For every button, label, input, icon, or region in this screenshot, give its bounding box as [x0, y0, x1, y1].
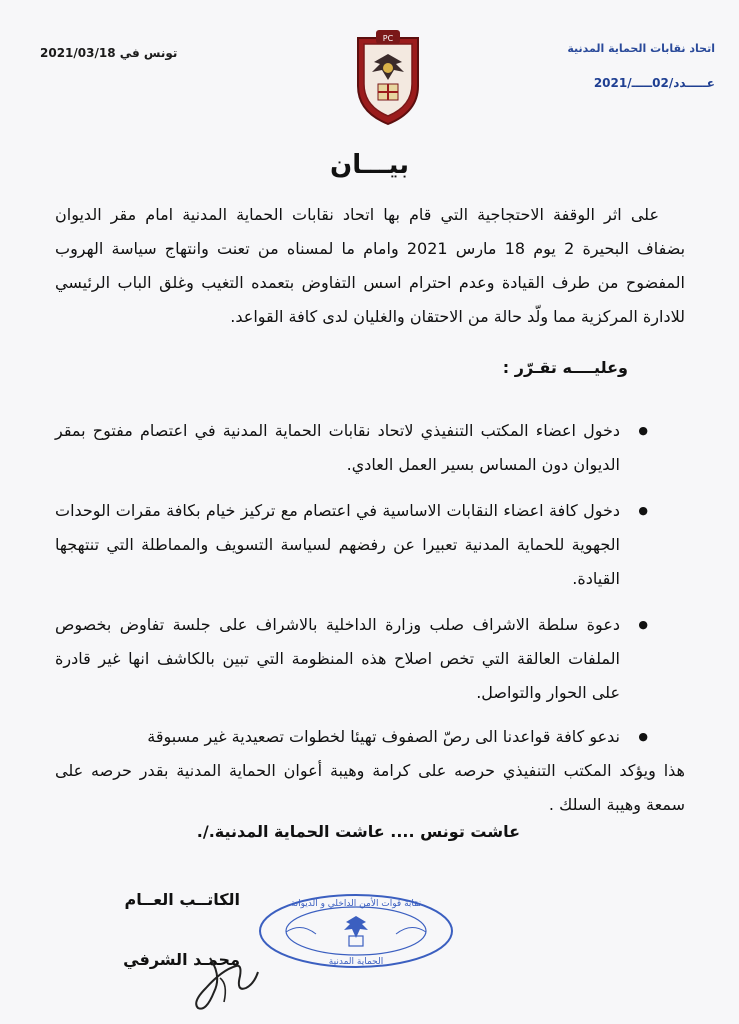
decision-item: ● دخول اعضاء المكتب التنفيذي لاتحاد نقابات الحماية المدنية في اعتصام مفتوح بمقر الديوان دون المساس بسير العمل العادي. — [55, 414, 620, 482]
decisions-list — [55, 414, 620, 754]
signatory-title: الكاتــب العــام — [124, 890, 240, 909]
organization-name: اتحاد نقابات الحماية المدنية — [567, 42, 715, 55]
decision-item: ● دخول كافة اعضاء النقابات الاساسية في اعتصام مع تركيز خيام بكافة مقرات الوحدات الجهوية للحماية المدنية تعبيرا عن رفضهم لسياسة التسويف والمماطلة التي تنتهجها القيادة. — [55, 494, 620, 596]
closing-slogan: عاشت تونس .... عاشت الحماية المدنية./. — [196, 822, 520, 841]
decision-item: ● ندعو كافة قواعدنا الى رصّ الصفوف تهيئا لخطوات تصعيدية غير مسبوقة — [55, 720, 620, 754]
place-and-date: تونس في 2021/03/18 — [40, 46, 178, 60]
svg-text:PC: PC — [382, 34, 394, 43]
decision-item: ● دعوة سلطة الاشراف صلب وزارة الداخلية بالاشراف على جلسة تفاوض بخصوص الملفات العالقة التي تخص اصلاح هذه المنظومة التي تبين بالكاشف انها غير قادرة على الحوار والتواصل. — [55, 608, 620, 710]
civil-protection-emblem-icon — [352, 28, 424, 126]
stamp-lower-text: الحماية المدنية — [328, 957, 384, 967]
signatory-name: محمـد الشرفي — [123, 950, 240, 969]
stamp-outer-text: نقابة قوات الأمن الداخلي و الديوانة — [290, 899, 422, 909]
union-stamp-icon — [256, 892, 456, 970]
closing-paragraph: هذا ويؤكد المكتب التنفيذي حرصه على كرامة وهيبة أعوان الحماية المدنية بقدر حرصه على سمعة وهيبة السلك . — [55, 761, 685, 814]
document-title: بيـــان — [330, 150, 409, 180]
decision-heading: وعليــــه تقـرّر : — [502, 358, 628, 377]
intro-paragraph: على اثر الوقفة الاحتجاجية التي قام بها اتحاد نقابات الحماية المدنية امام مقر الديوان بضفاف البحيرة 2 يوم 18 مارس 2021 وامام ما لمسناه من تعنت وانتهاج سياسة الهروب المفضوح من طرف القيادة وعدم احترام اسس التفاوض بتعمده التغيب وغلق الباب الرئيسي للادارة المركزية مما ولّد حالة من الاحتقان والغليان لدى كافة القواعد. — [55, 205, 686, 326]
reference-number: عـــــدد/02ـــــ/2021 — [593, 76, 715, 90]
